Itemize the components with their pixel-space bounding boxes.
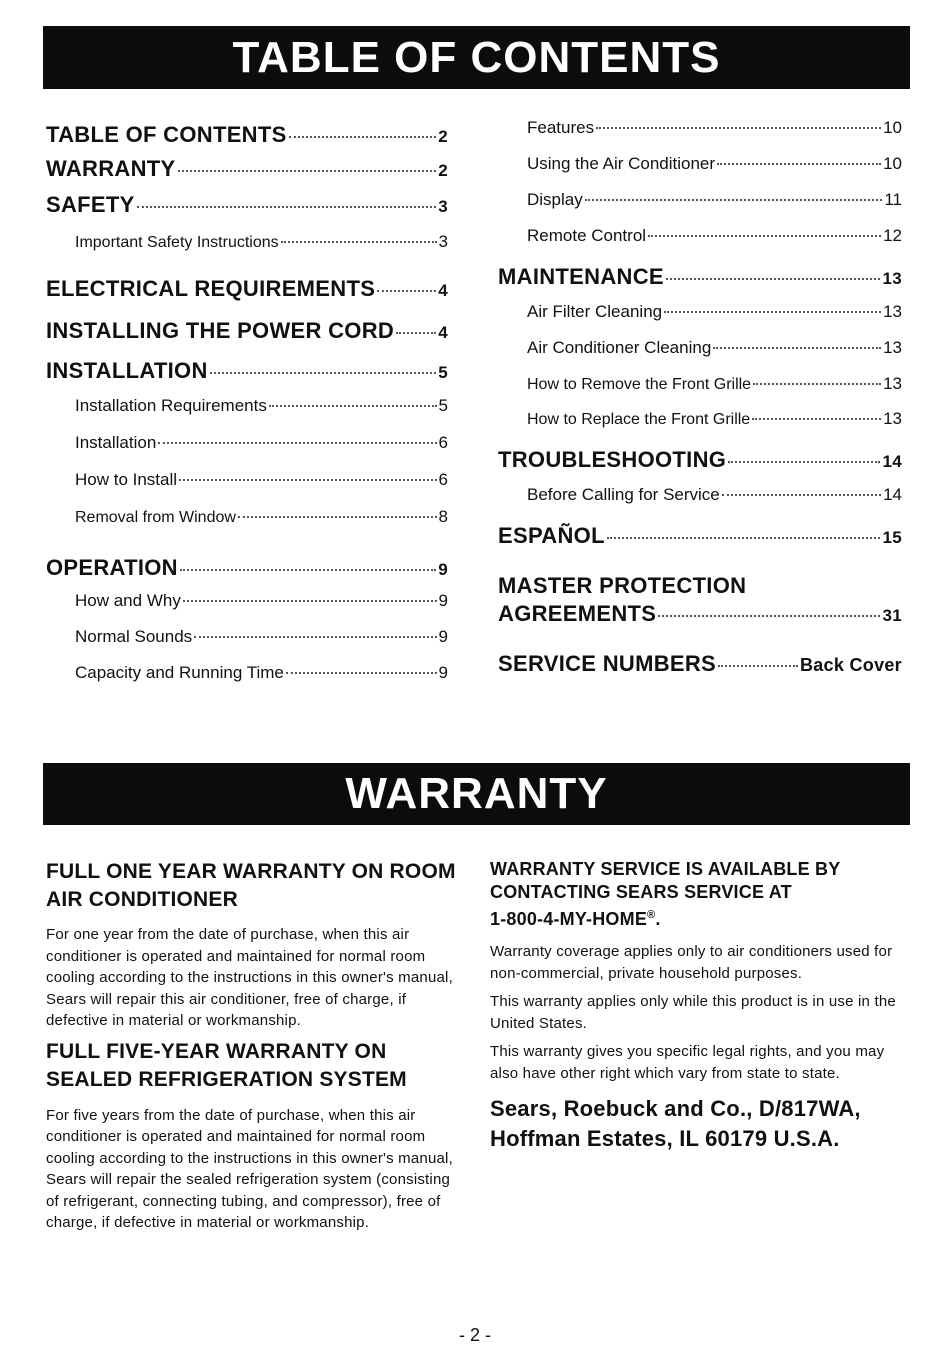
toc-entry-page: 3 bbox=[438, 197, 448, 216]
toc-entry-page: Back Cover bbox=[799, 655, 902, 675]
toc-entry-title: Using the Air Conditioner bbox=[527, 154, 716, 173]
dot-leader bbox=[607, 537, 881, 539]
dot-leader bbox=[286, 672, 437, 674]
toc-entry[interactable] bbox=[46, 232, 448, 276]
toc-entry-title: ELECTRICAL REQUIREMENTS bbox=[46, 276, 376, 301]
toc-entry-title: SAFETY bbox=[46, 192, 135, 217]
dot-leader bbox=[194, 636, 436, 638]
one-year-warranty-text: For one year from the date of purchase, when this air conditioner is operated and maintained for normal room cooling according to the instructions in this owner's manual, Sears will repair this air conditioner, free of charge, if defective in material or workmanship. bbox=[46, 926, 453, 1029]
toc-entry[interactable] bbox=[46, 122, 448, 156]
toc-entry-page: 8 bbox=[438, 507, 448, 526]
toc-entry-title: TABLE OF CONTENTS bbox=[46, 122, 287, 147]
toc-entry-page: 5 bbox=[438, 396, 448, 415]
toc-entry[interactable] bbox=[498, 302, 902, 338]
toc-entry-title: ESPAÑOL bbox=[498, 523, 605, 548]
legal-rights-text: This warranty gives you specific legal rights, and you may also have other right which vary from state to state. bbox=[490, 1043, 885, 1082]
dot-leader bbox=[158, 442, 436, 444]
toc-entry-page: 12 bbox=[883, 226, 902, 245]
toc-entry-page: 4 bbox=[438, 323, 448, 342]
toc-entry-title: Remote Control bbox=[527, 226, 647, 245]
dot-leader bbox=[289, 136, 437, 138]
dot-leader bbox=[238, 516, 437, 518]
dot-leader bbox=[648, 235, 881, 237]
toc-entry-page: 4 bbox=[438, 281, 448, 300]
toc-entry-title: Important Safety Instructions bbox=[75, 234, 279, 251]
toc-entry[interactable] bbox=[498, 154, 902, 190]
toc-entry-title: Before Calling for Service bbox=[527, 485, 720, 504]
dot-leader bbox=[717, 163, 881, 165]
toc-entry[interactable] bbox=[498, 447, 902, 485]
toc-entry-page: 6 bbox=[438, 433, 448, 452]
dot-leader bbox=[658, 615, 880, 617]
address-line-1: Sears, Roebuck and Co., D/817WA, bbox=[490, 1096, 861, 1121]
dot-leader bbox=[713, 347, 881, 349]
toc-entry[interactable] bbox=[498, 118, 902, 154]
toc-entry-page: 13 bbox=[882, 269, 902, 288]
toc-entry[interactable] bbox=[46, 358, 448, 396]
toc-entry-page: 9 bbox=[438, 591, 448, 610]
dot-leader bbox=[396, 332, 436, 334]
dot-leader bbox=[180, 569, 436, 571]
toc-entry[interactable] bbox=[498, 651, 902, 677]
toc-entry[interactable] bbox=[46, 318, 448, 358]
dot-leader bbox=[269, 405, 437, 407]
toc-entry-title: AGREEMENTS bbox=[498, 601, 657, 626]
toc-entry-title: INSTALLING THE POWER CORD bbox=[46, 318, 395, 343]
sears-address bbox=[490, 1094, 905, 1154]
toc-entry-page: 31 bbox=[882, 606, 902, 625]
toc-entry-title: Installation Requirements bbox=[75, 396, 267, 415]
address-line-2: Hoffman Estates, IL 60179 U.S.A. bbox=[490, 1126, 840, 1151]
toc-entry[interactable] bbox=[46, 470, 448, 507]
toc-entry-title: How to Replace the Front Grille bbox=[527, 411, 751, 428]
service-phone: 1-800-4-MY-HOME bbox=[490, 909, 648, 929]
toc-entry[interactable] bbox=[46, 192, 448, 232]
dot-leader bbox=[281, 241, 437, 243]
page-number: - 2 - bbox=[458, 1325, 491, 1345]
toc-entry[interactable] bbox=[46, 591, 448, 627]
toc-entry-page: 14 bbox=[882, 452, 902, 471]
toc-entry[interactable] bbox=[498, 264, 902, 302]
five-year-warranty-heading: FULL FIVE-YEAR WARRANTY ON SEALED REFRIGERATION SYSTEM bbox=[46, 1039, 407, 1091]
toc-right-column bbox=[498, 118, 902, 677]
toc-entry-page: 9 bbox=[438, 560, 448, 579]
toc-entry-title: Features bbox=[527, 118, 595, 137]
toc-entry-page: 3 bbox=[438, 232, 448, 251]
toc-entry-page: 15 bbox=[882, 528, 902, 547]
toc-entry-title: Normal Sounds bbox=[75, 627, 193, 646]
five-year-warranty-text: For five years from the date of purchase, when this air conditioner is operated and maintained for normal room cooling according to the instructions in this owner's manual, Sears will repair the sealed refrigeration system (consisting of refrigerant, connecting tubing, and compressor), free of charge, if defective in material or workmanship. bbox=[46, 1106, 453, 1231]
toc-entry[interactable] bbox=[46, 396, 448, 433]
warranty-left-column bbox=[46, 858, 458, 1234]
toc-entry-page: 2 bbox=[438, 127, 448, 146]
toc-entry[interactable] bbox=[46, 555, 448, 591]
toc-entry-page: 13 bbox=[883, 302, 902, 321]
toc-entry[interactable] bbox=[46, 156, 448, 192]
dot-leader bbox=[137, 206, 437, 208]
toc-left-column bbox=[46, 118, 448, 699]
dot-leader bbox=[377, 290, 436, 292]
toc-entry-page: 9 bbox=[438, 627, 448, 646]
toc-entry[interactable] bbox=[46, 663, 448, 699]
toc-entry-page: 10 bbox=[883, 154, 902, 173]
toc-entry[interactable] bbox=[498, 374, 902, 409]
toc-entry-title: MAINTENANCE bbox=[498, 264, 664, 289]
toc-entry-title: How to Remove the Front Grille bbox=[527, 376, 752, 393]
service-heading-period: . bbox=[655, 909, 661, 929]
toc-entry-title: Air Filter Cleaning bbox=[527, 302, 663, 321]
toc-entry-page: 10 bbox=[883, 118, 902, 137]
toc-entry-page: 13 bbox=[883, 409, 902, 428]
toc-entry-title: How to Install bbox=[75, 470, 178, 489]
toc-entry[interactable] bbox=[46, 433, 448, 470]
toc-entry-page: 2 bbox=[438, 161, 448, 180]
toc-entry-title: Air Conditioner Cleaning bbox=[527, 338, 712, 357]
dot-leader bbox=[664, 311, 881, 313]
toc-entry-title: Installation bbox=[75, 433, 157, 452]
toc-entry-title: INSTALLATION bbox=[46, 358, 208, 383]
toc-entry-title[interactable]: MASTER PROTECTION bbox=[498, 573, 747, 598]
toc-entry-page: 9 bbox=[438, 663, 448, 682]
toc-entry-title: Display bbox=[527, 190, 583, 209]
dot-leader bbox=[722, 494, 881, 496]
toc-entry-page: 11 bbox=[884, 190, 902, 209]
dot-leader bbox=[585, 199, 883, 201]
toc-entry-page: 6 bbox=[438, 470, 448, 489]
dot-leader bbox=[718, 665, 798, 667]
toc-entry[interactable] bbox=[46, 507, 448, 555]
toc-entry-title: SERVICE NUMBERS bbox=[498, 651, 717, 676]
toc-entry-title: WARRANTY bbox=[46, 156, 176, 181]
toc-entry[interactable] bbox=[498, 409, 902, 447]
warranty-banner-title: WARRANTY bbox=[43, 763, 910, 825]
us-only-text: This warranty applies only while this product is in use in the United States. bbox=[490, 993, 896, 1032]
toc-entry-page: 5 bbox=[438, 363, 448, 382]
dot-leader bbox=[752, 418, 881, 420]
toc-entry[interactable] bbox=[46, 276, 448, 318]
toc-entry-title: Capacity and Running Time bbox=[75, 663, 284, 682]
toc-entry[interactable] bbox=[498, 226, 902, 264]
toc-entry-page: 14 bbox=[883, 485, 902, 504]
warranty-right-column bbox=[490, 858, 905, 1154]
toc-entry[interactable] bbox=[498, 485, 902, 523]
coverage-text: Warranty coverage applies only to air conditioners used for non-commercial, private household purposes. bbox=[490, 943, 893, 982]
dot-leader bbox=[183, 600, 437, 602]
dot-leader bbox=[666, 278, 881, 280]
toc-entry[interactable] bbox=[498, 601, 902, 651]
toc-entry-title: OPERATION bbox=[46, 555, 178, 580]
toc-entry[interactable] bbox=[498, 190, 902, 226]
toc-entry-title: TROUBLESHOOTING bbox=[498, 447, 727, 472]
toc-entry[interactable] bbox=[498, 523, 902, 573]
toc-banner-title: TABLE OF CONTENTS bbox=[43, 26, 910, 89]
dot-leader bbox=[596, 127, 881, 129]
registered-mark: ® bbox=[647, 909, 656, 921]
service-heading-text: WARRANTY SERVICE IS AVAILABLE BY CONTACTING SEARS SERVICE AT bbox=[490, 859, 841, 902]
dot-leader bbox=[179, 479, 436, 481]
toc-entry-title: How and Why bbox=[75, 591, 181, 610]
toc-entry-title: Removal from Window bbox=[75, 509, 236, 526]
dot-leader bbox=[178, 170, 437, 172]
dot-leader bbox=[210, 372, 437, 374]
toc-entry-page: 13 bbox=[883, 338, 902, 357]
toc-entry[interactable] bbox=[498, 338, 902, 374]
service-heading bbox=[490, 858, 905, 931]
one-year-warranty-heading: FULL ONE YEAR WARRANTY ON ROOM AIR CONDITIONER bbox=[46, 860, 456, 911]
dot-leader bbox=[753, 383, 881, 385]
dot-leader bbox=[728, 461, 880, 463]
toc-entry[interactable] bbox=[46, 627, 448, 663]
toc-entry-page: 13 bbox=[883, 374, 902, 393]
